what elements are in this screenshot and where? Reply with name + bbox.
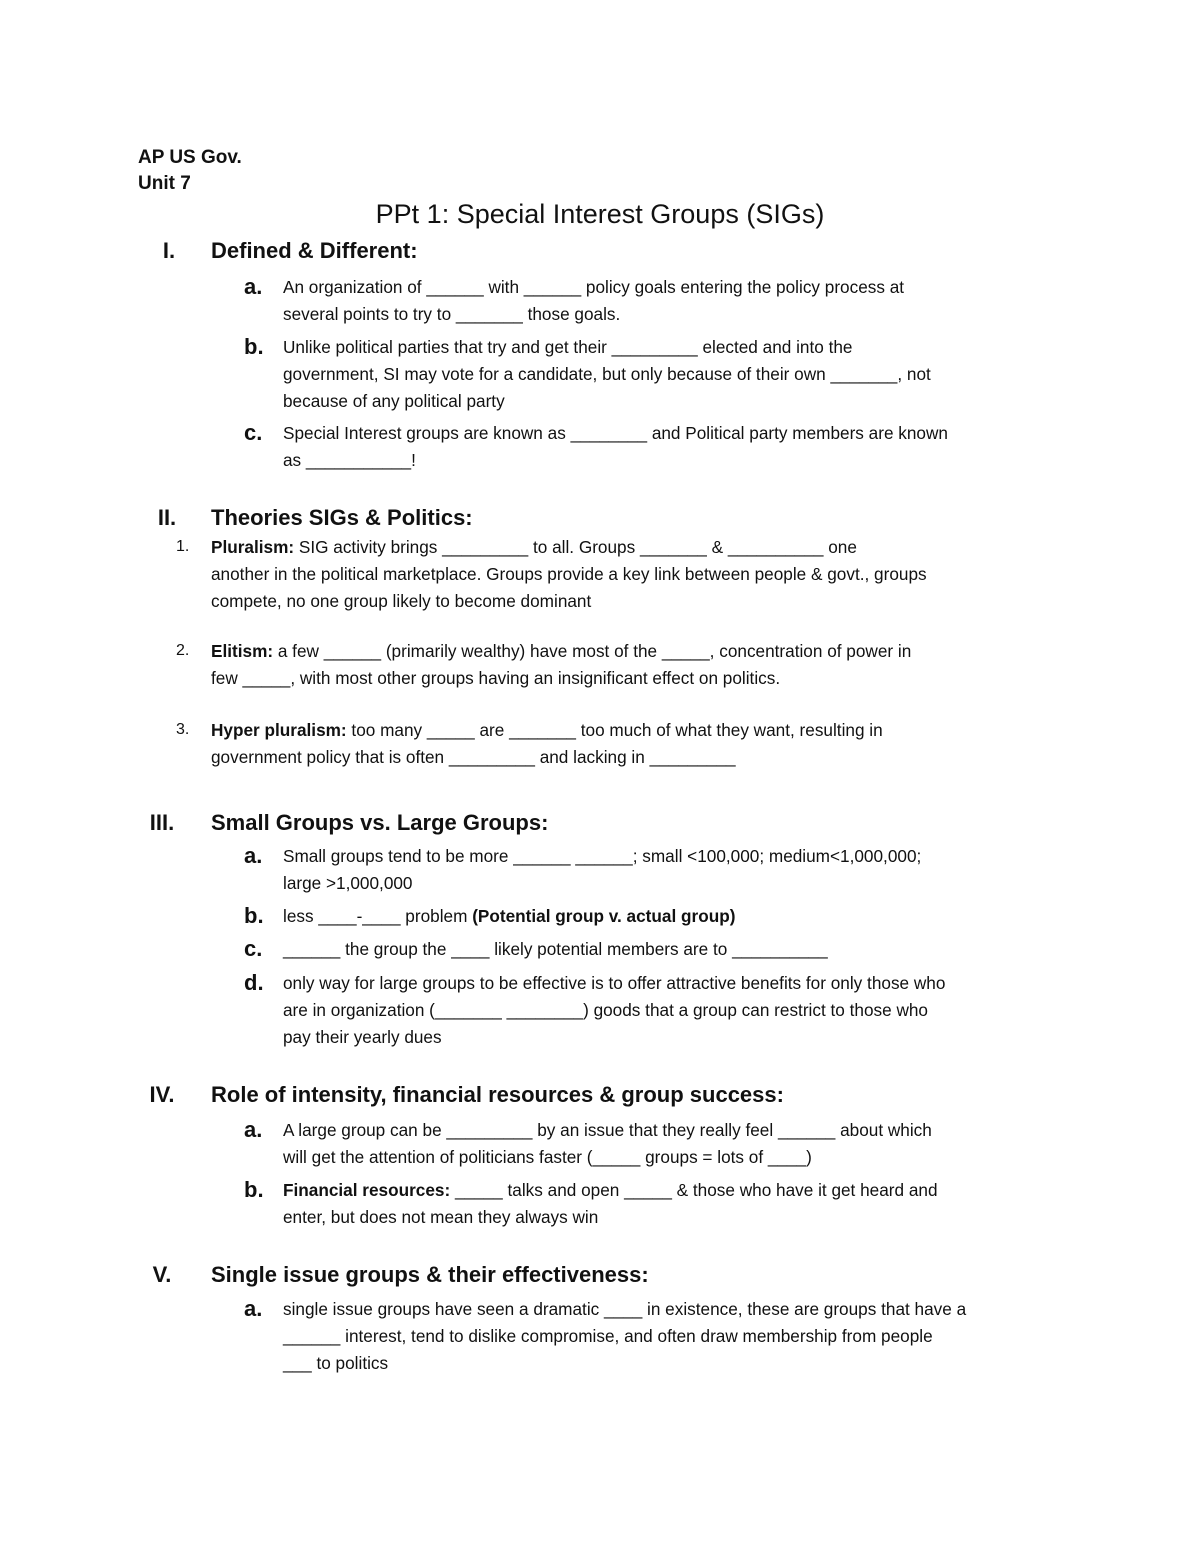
item-text: few _____, with most other groups having an insignificant effect on politics. [211,668,781,688]
item-text: A large group can be _________ by an issue that they really feel ______ about which [283,1120,932,1140]
item-marker: a. [244,1296,263,1321]
course-label: AP US Gov. [138,147,242,168]
item-marker: c. [244,936,263,961]
item-text: as ___________! [283,450,416,470]
section-title: Theories SIGs & Politics: [211,505,473,530]
term-keyword: Financial resources: [283,1180,451,1200]
item-marker: 2. [176,642,190,659]
item-text: SIG activity brings _________ to all. Groups _______ & __________ one [294,537,857,557]
item-text: government policy that is often _________ and lacking in _________ [211,747,736,767]
term-keyword: Pluralism: [211,537,295,557]
item-bold-note: (Potential group v. actual group) [472,906,736,926]
item-text: An organization of ______ with ______ policy goals entering the policy process at [283,277,905,297]
item-text: _____ talks and open _____ & those who have it get heard and [450,1180,938,1200]
item-text: less ____-____ problem [283,906,473,926]
item-marker: 3. [176,721,190,738]
item-marker: b. [244,903,264,928]
item-marker: a. [244,274,263,299]
item-text: Unlike political parties that try and get their _________ elected and into the [283,337,853,357]
item-text: only way for large groups to be effective is to offer attractive benefits for only those who [283,973,946,993]
item-text: ___ to politics [283,1353,389,1373]
section-title: Small Groups vs. Large Groups: [211,810,549,835]
section-number: V. [152,1262,172,1287]
item-text: a few ______ (primarily wealthy) have most of the _____, concentration of power in [273,641,912,661]
section-number: I. [162,238,176,263]
item-marker: 1. [176,538,190,555]
section-number: II. [157,505,177,530]
item-marker: c. [244,420,263,445]
item-text: will get the attention of politicians faster (_____ groups = lots of ____) [283,1147,812,1167]
item-text: another in the political marketplace. Groups provide a key link between people & govt., groups [211,564,927,584]
item-text: single issue groups have seen a dramatic ____ in existence, these are groups that have a [283,1299,967,1319]
item-text: Special Interest groups are known as ________ and Political party members are known [283,423,948,443]
term-keyword: Elitism: [211,641,274,661]
section-number: IV. [149,1082,175,1107]
section-title: Single issue groups & their effectiveness: [211,1262,649,1287]
section-title: Role of intensity, financial resources & group success: [211,1082,784,1107]
item-text: enter, but does not mean they always win [283,1207,599,1227]
section-number: III. [149,810,175,835]
unit-label: Unit 7 [138,173,191,194]
page-title: PPt 1: Special Interest Groups (SIGs) [375,199,825,229]
item-text: ______ the group the ____ likely potential members are to __________ [283,939,828,959]
section-title: Defined & Different: [211,238,418,263]
item-text: too many _____ are _______ too much of what they want, resulting in [346,720,883,740]
item-text: several points to try to _______ those goals. [283,304,621,324]
term-keyword: Hyper pluralism: [211,720,347,740]
item-marker: b. [244,1177,264,1202]
item-text: are in organization (_______ ________) goods that a group can restrict to those who [283,1000,928,1020]
item-text: pay their yearly dues [283,1027,442,1047]
item-marker: a. [244,1117,263,1142]
item-text: government, SI may vote for a candidate, but only because of their own _______, not [283,364,931,384]
item-text: ______ interest, tend to dislike compromise, and often draw membership from people [283,1326,933,1346]
item-text: large >1,000,000 [283,873,413,893]
item-marker: b. [244,334,264,359]
item-text: Small groups tend to be more ______ ______; small <100,000; medium<1,000,000; [283,846,922,866]
item-text: compete, no one group likely to become dominant [211,591,592,611]
item-text: because of any political party [283,391,505,411]
item-marker: a. [244,843,263,868]
item-marker: d. [244,970,264,995]
